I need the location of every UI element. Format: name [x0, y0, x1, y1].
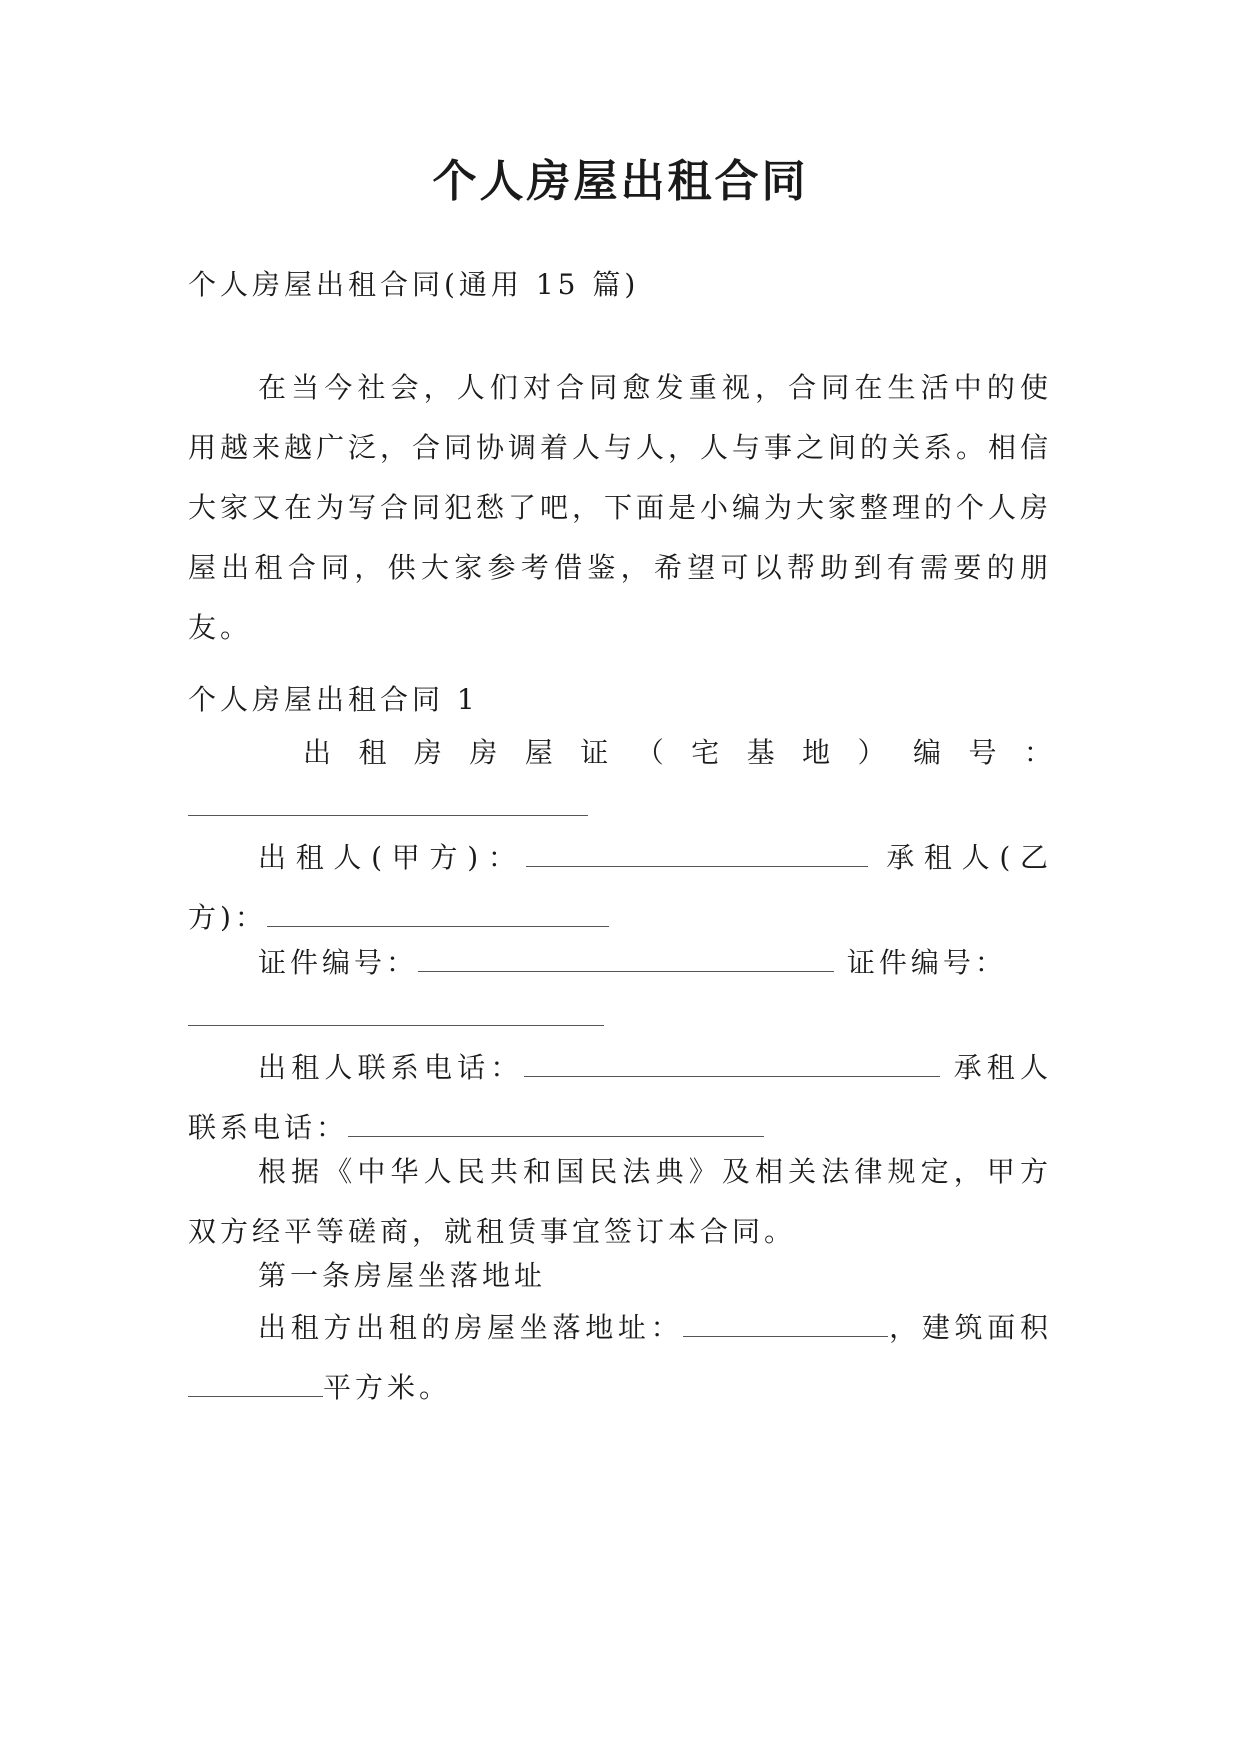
lessee-id-label: 证件编号： [846, 946, 1007, 979]
certificate-label-char: ） [857, 736, 886, 769]
address-label: 出租方出租的房屋坐落地址： [258, 1311, 684, 1344]
certificate-number-blank [188, 815, 588, 816]
certificate-label-char: 出 [303, 736, 332, 769]
certificate-label-char: 号 [968, 736, 997, 769]
lessor-blank [526, 838, 868, 867]
certificate-label-char: 租 [358, 736, 387, 769]
certificate-number-label [188, 723, 1052, 783]
certificate-label-char: 房 [469, 736, 498, 769]
area-unit: 平方米。 [323, 1371, 452, 1404]
lessor-phone-label: 出租人联系电话： [258, 1051, 524, 1084]
document-title: 个人房屋出租合同 [432, 156, 809, 207]
lessee-label: 承租人(乙方)： [188, 841, 1052, 934]
lessee-blank [267, 898, 609, 927]
area-blank [188, 1368, 323, 1397]
address-line [188, 1298, 1052, 1418]
certificate-label-char: 宅 [691, 736, 720, 769]
lessee-phone-label: 承租人联系电话： [188, 1051, 1052, 1144]
certificate-label-char: 证 [580, 736, 609, 769]
certificate-label-char: ： [1023, 736, 1052, 769]
lessor-phone-blank [524, 1048, 940, 1077]
certificate-label-char: 房 [413, 736, 442, 769]
party-line [188, 828, 1052, 948]
document-subtitle: 个人房屋出租合同(通用 15 篇) [188, 268, 640, 301]
certificate-label-char: 基 [746, 736, 775, 769]
basis-paragraph: 根据《中华人民共和国民法典》及相关法律规定，甲方双方经平等磋商，就租赁事宜签订本合同。 [188, 1155, 1052, 1248]
certificate-label-char: 编 [912, 736, 941, 769]
lessor-id-blank [418, 943, 834, 972]
phone-line [188, 1038, 1052, 1158]
lessor-label: 出租人(甲方)： [258, 841, 526, 874]
address-blank [683, 1308, 888, 1337]
lessor-id-label: 证件编号： [258, 946, 419, 979]
section-heading: 个人房屋出租合同 1 [188, 683, 479, 716]
area-label: ，建筑面积 [888, 1311, 1052, 1344]
lessee-id-blank [188, 1025, 604, 1026]
certificate-label-char: （ [635, 736, 664, 769]
id-line [188, 933, 1052, 993]
certificate-label-char: 地 [802, 736, 831, 769]
lessee-phone-blank [348, 1108, 764, 1137]
intro-paragraph: 在当今社会，人们对合同愈发重视，合同在生活中的使用越来越广泛，合同协调着人与人，人与事之间的关系。相信大家又在为写合同犯愁了吧，下面是小编为大家整理的个人房屋出租合同，供大家参考借鉴，希望可以帮助到有需要的朋友。 [188, 371, 1053, 644]
certificate-label-char: 屋 [524, 736, 553, 769]
article-heading: 第一条房屋坐落地址 [258, 1259, 547, 1292]
